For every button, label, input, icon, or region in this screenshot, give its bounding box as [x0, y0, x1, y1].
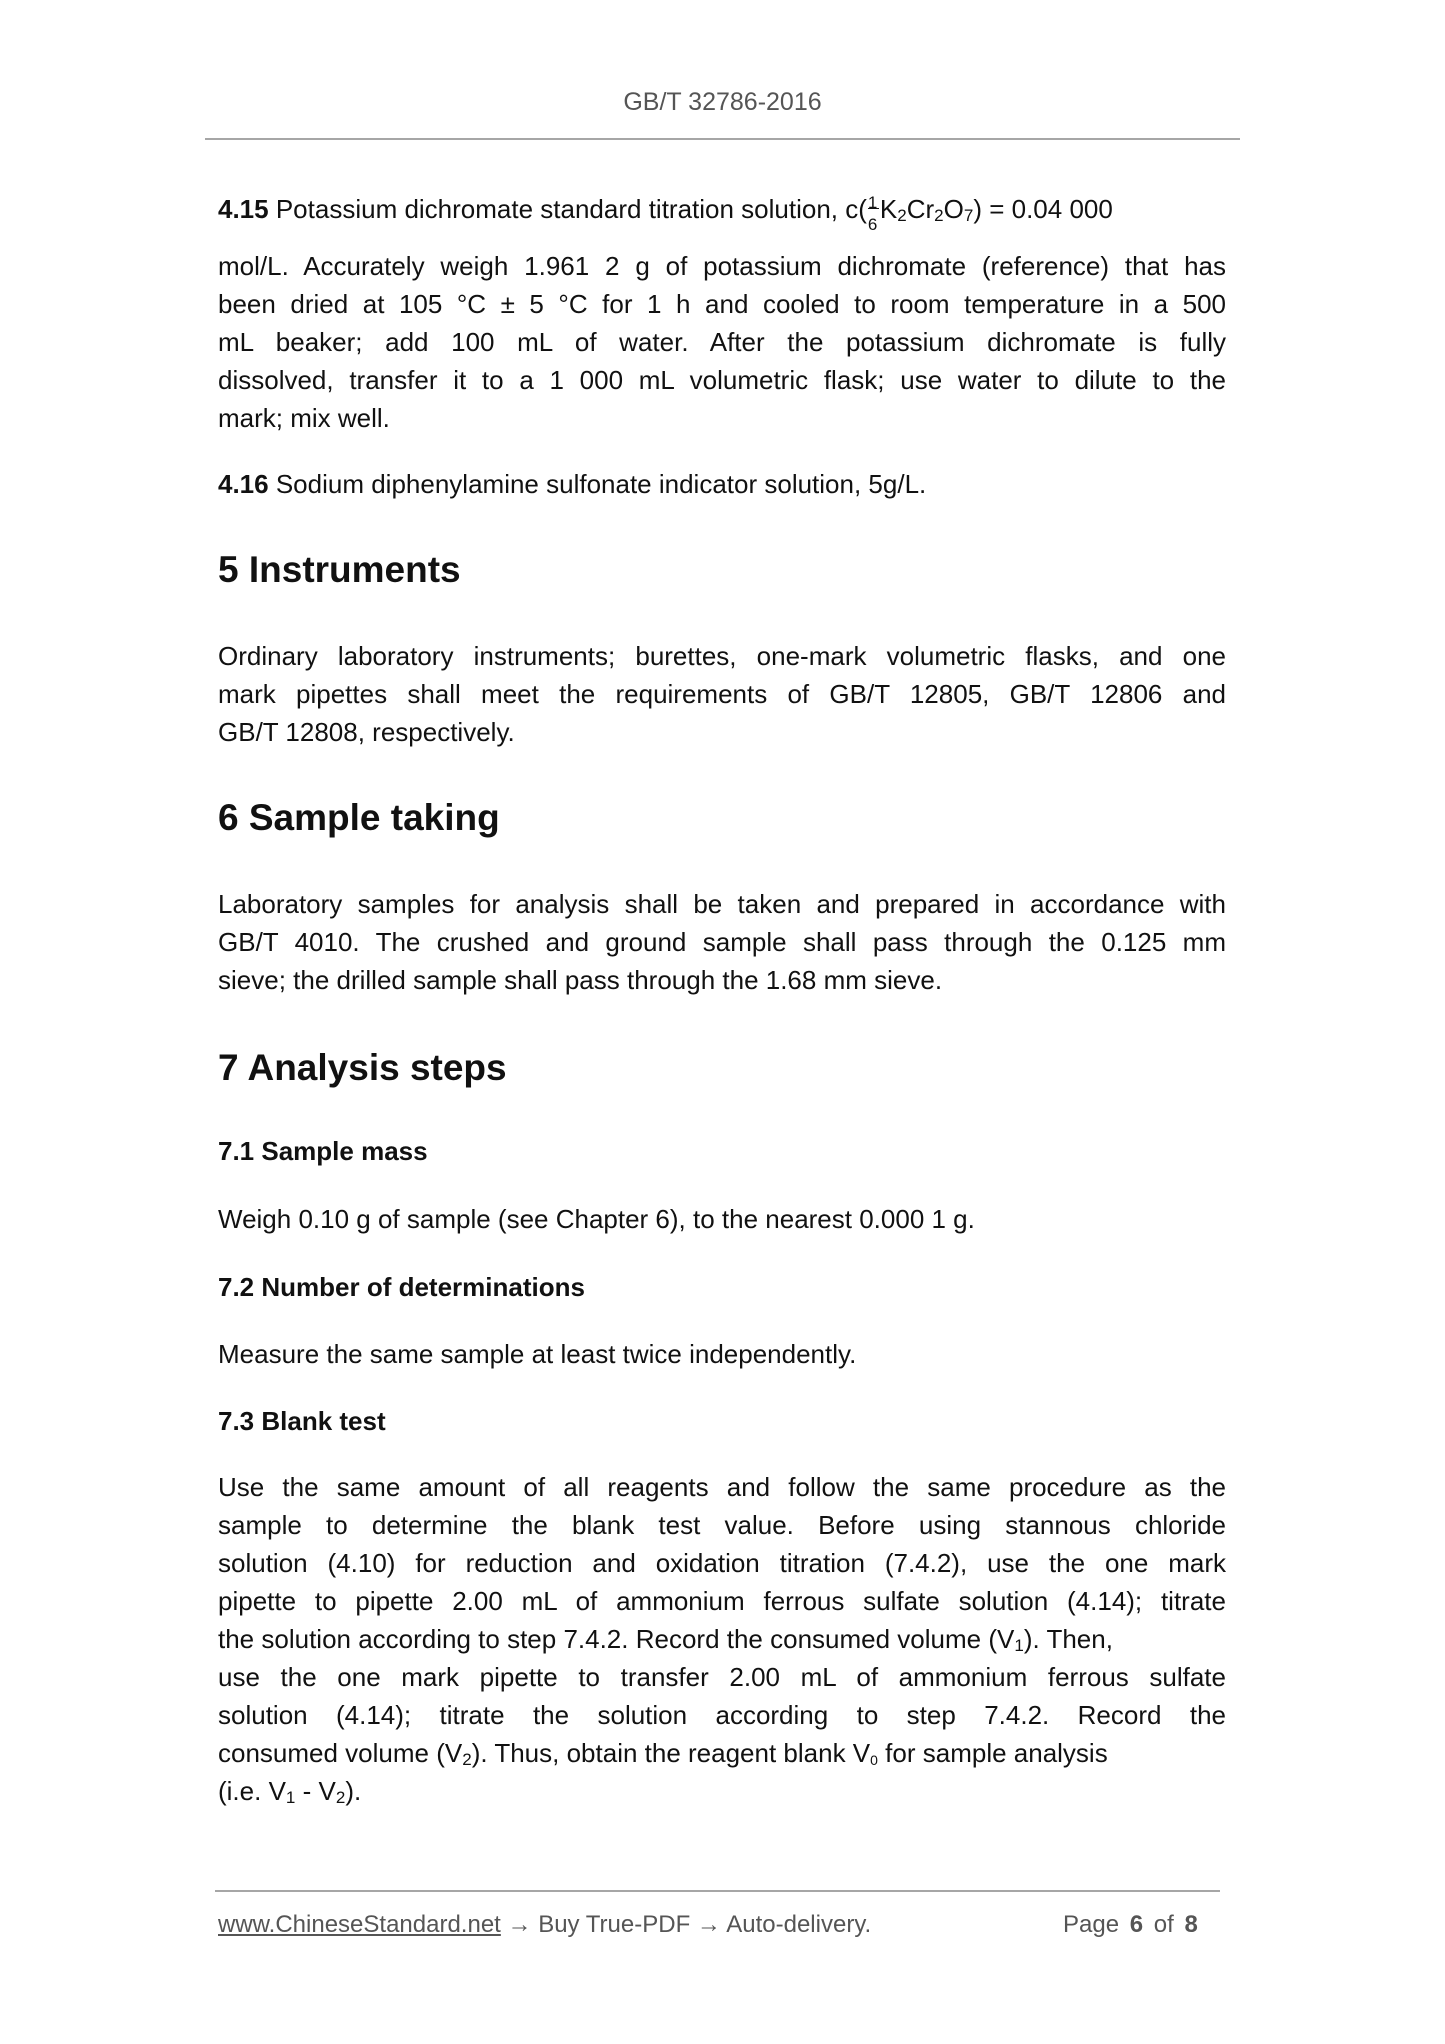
fraction-denominator: 6 [867, 215, 878, 234]
subscript: 2 [335, 1788, 346, 1807]
paragraph-line: Laboratory samples for analysis shall be taken and prepared in accordance with [218, 889, 1226, 919]
page-current: 6 [1129, 1911, 1144, 1938]
paragraph-line [218, 1738, 1226, 1768]
text: the solution according to step 7.4.2. Record the consumed volume (V [218, 1624, 1015, 1654]
website-link[interactable]: www.ChineseStandard.net [218, 1911, 501, 1938]
paragraph-line: sieve; the drilled sample shall pass through the 1.68 mm sieve. [218, 965, 943, 995]
page-label: Page [1063, 1911, 1120, 1938]
subscript: 1 [1014, 1636, 1024, 1655]
clause-4-16 [218, 469, 1226, 499]
page-indicator [1063, 1911, 1198, 1939]
paragraph-line: solution (4.10) for reduction and oxidation titration (7.4.2), use the one mark [218, 1548, 1226, 1578]
clause-number: 4.15 [218, 194, 269, 224]
text: for sample analysis [877, 1738, 1108, 1768]
page-total: 8 [1184, 1911, 1198, 1938]
subscript: 2 [934, 206, 944, 225]
fraction-numerator: 1 [867, 193, 878, 212]
text: ). Thus, obtain the reagent blank V [471, 1738, 871, 1768]
text: ). Then, [1023, 1624, 1113, 1654]
concentration-value: ) = 0.04 000 [973, 194, 1113, 224]
text: consumed volume (V [218, 1738, 463, 1768]
paragraph-line [218, 1624, 1226, 1654]
section-heading-sample-taking: 6 Sample taking [218, 797, 500, 838]
subsection-heading-sample-mass: 7.1 Sample mass [218, 1136, 428, 1166]
of-label: of [1153, 1911, 1174, 1938]
section-heading-analysis-steps: 7 Analysis steps [218, 1047, 507, 1088]
paragraph-line: been dried at 105 °C ± 5 °C for 1 h and cooled to room temperature in a 500 [218, 289, 1226, 319]
header-rule [205, 138, 1240, 140]
section-heading-instruments: 5 Instruments [218, 549, 461, 590]
paragraph-line: mark pipettes shall meet the requirements of GB/T 12805, GB/T 12806 and [218, 679, 1226, 709]
fraction-bar [868, 208, 879, 209]
subsection-heading-blank-test: 7.3 Blank test [218, 1406, 386, 1436]
paragraph-line: mL beaker; add 100 mL of water. After the potassium dichromate is fully [218, 327, 1226, 357]
line-part [218, 1624, 1113, 1654]
paragraph-line: GB/T 4010. The crushed and ground sample shall pass through the 0.125 mm [218, 927, 1226, 957]
fraction-one-sixth [867, 193, 880, 234]
arrow-right-icon: → [507, 1911, 532, 1938]
auto-delivery-text: Auto-delivery. [726, 1911, 872, 1938]
text: (i.e. V [218, 1776, 286, 1806]
subscript: 2 [897, 206, 907, 225]
paragraph-line: mol/L. Accurately weigh 1.961 2 g of potassium dichromate (reference) that has [218, 251, 1226, 281]
paragraph-line [218, 1776, 1226, 1806]
footer-promo [218, 1911, 871, 1939]
formula-cr: Cr [906, 194, 935, 224]
paragraph-line: Use the same amount of all reagents and follow the same procedure as the [218, 1472, 1226, 1502]
document-id-header: GB/T 32786-2016 [623, 88, 822, 116]
paragraph-line: pipette to pipette 2.00 mL of ammonium ferrous sulfate solution (4.14); titrate [218, 1586, 1226, 1616]
paragraph-line: mark; mix well. [218, 403, 390, 433]
paragraph-line: Weigh 0.10 g of sample (see Chapter 6), to the nearest 0.000 1 g. [218, 1204, 975, 1234]
formula-o: O [943, 194, 964, 224]
paragraph-line: Measure the same sample at least twice independently. [218, 1339, 857, 1369]
subsection-heading-number-of-determinations: 7.2 Number of determinations [218, 1272, 585, 1302]
paragraph-line: sample to determine the blank test value. Before using stannous chloride [218, 1510, 1226, 1540]
subscript: 1 [285, 1788, 296, 1807]
paragraph-line: solution (4.14); titrate the solution according to step 7.4.2. Record the [218, 1700, 1226, 1730]
clause-number: 4.16 [218, 469, 269, 499]
subscript: 0 [870, 1752, 878, 1768]
paragraph-line: use the one mark pipette to transfer 2.00 mL of ammonium ferrous sulfate [218, 1662, 1226, 1692]
text: - V [295, 1776, 336, 1806]
footer-rule [215, 1890, 1220, 1892]
subscript: 7 [963, 206, 974, 225]
formula-k: K [879, 194, 898, 224]
clause-4-15-title [218, 193, 1226, 234]
subscript: 2 [462, 1750, 472, 1769]
paragraph-line: GB/T 12808, respectively. [218, 717, 515, 747]
buy-true-pdf-text: Buy True-PDF [538, 1911, 691, 1938]
text: ). [345, 1776, 362, 1806]
clause-text: Sodium diphenylamine sulfonate indicator solution, 5g/L. [275, 469, 927, 499]
arrow-right-icon: → [696, 1911, 721, 1938]
clause-title-text: Potassium dichromate standard titration solution, c( [275, 194, 867, 224]
paragraph-line: dissolved, transfer it to a 1 000 mL volumetric flask; use water to dilute to the [218, 365, 1226, 395]
paragraph-line: Ordinary laboratory instruments; burettes, one-mark volumetric flasks, and one [218, 641, 1226, 671]
